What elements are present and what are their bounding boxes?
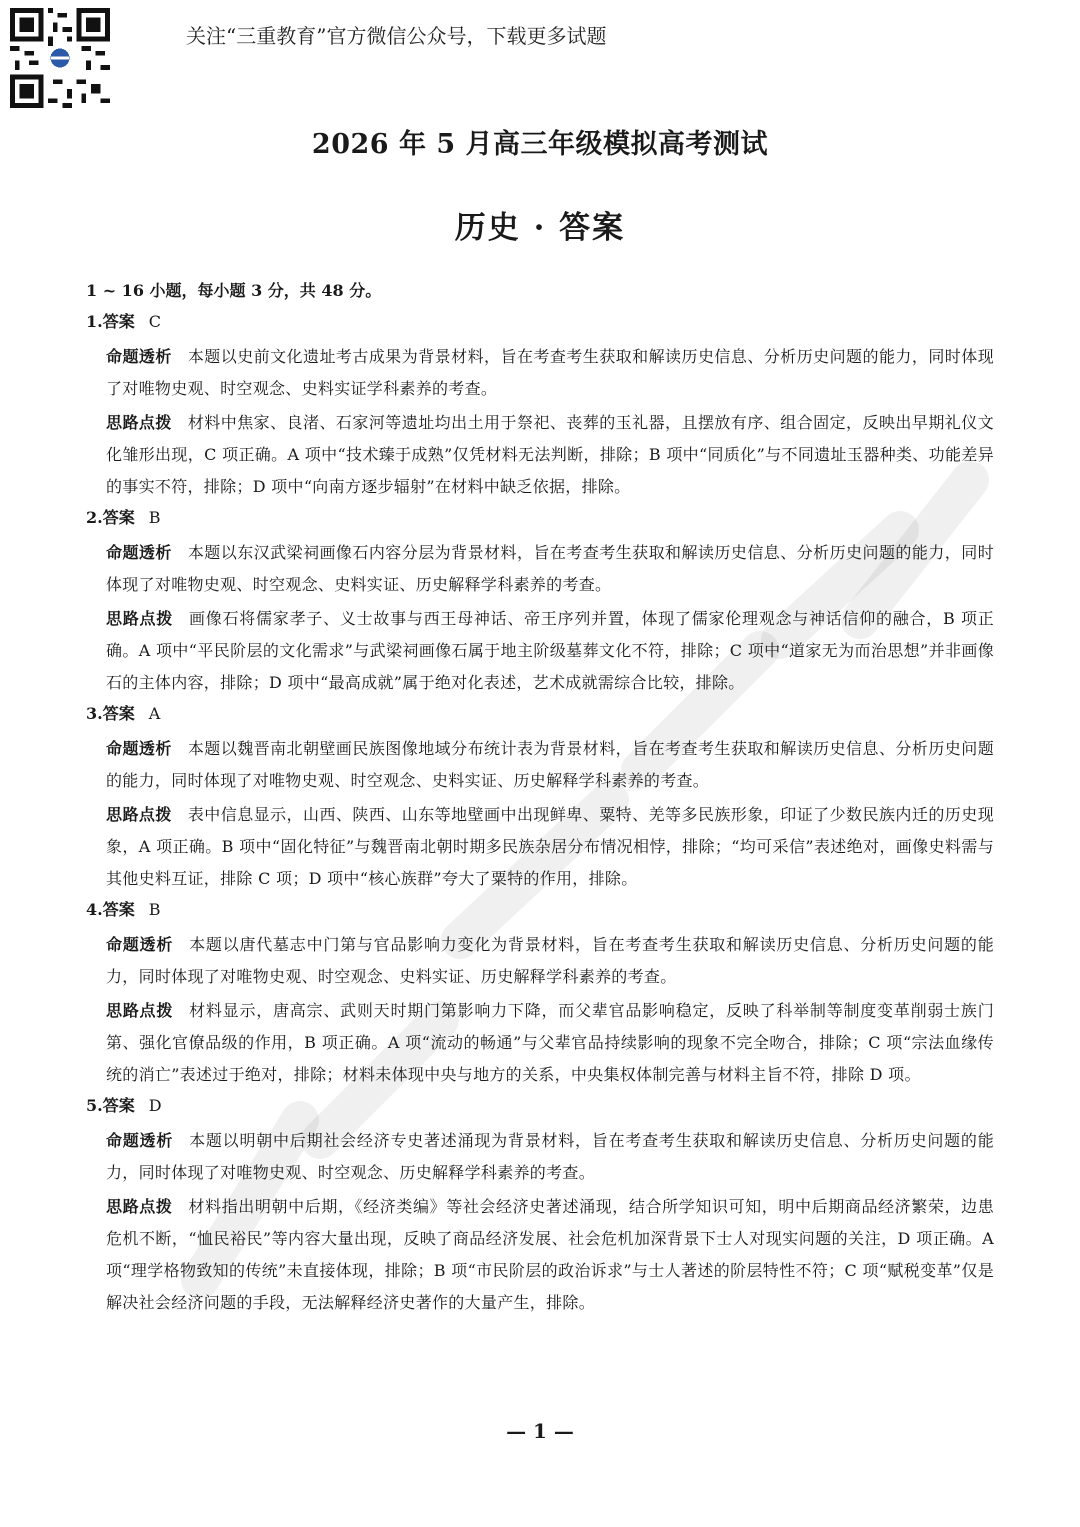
- approach-label: 思路点拨: [106, 1197, 173, 1216]
- approach-label: 思路点拨: [106, 805, 172, 824]
- answer-value: B: [148, 508, 161, 527]
- answer-label: 答案: [102, 312, 135, 331]
- analysis-text: 本题以唐代墓志中门第与官品影响力变化为背景材料，旨在考查考生获取和解读历史信息、分析历史问题的能力，同时体现了对唯物史观、时空观念、史料实证、历史解释学科素养的考查。: [106, 935, 995, 986]
- answer-value: B: [148, 900, 161, 919]
- question-number: 3.: [86, 704, 103, 723]
- question-item: [86, 899, 994, 1091]
- question-number: 1.: [86, 312, 103, 331]
- analysis-paragraph: [106, 537, 994, 601]
- approach-paragraph: [106, 1191, 994, 1319]
- question-item: [86, 507, 994, 699]
- approach-label: 思路点拨: [106, 413, 172, 432]
- answer-value: C: [148, 312, 161, 331]
- question-item: [86, 703, 994, 895]
- approach-paragraph: [106, 995, 994, 1091]
- analysis-paragraph: [106, 733, 994, 797]
- question-header: [86, 899, 994, 921]
- analysis-text: 本题以魏晋南北朝壁画民族图像地域分布统计表为背景材料，旨在考查考生获取和解读历史信息、分析历史问题的能力，同时体现了对唯物史观、时空观念、史料实证、历史解释学科素养的考查。: [106, 739, 995, 790]
- approach-text: 材料指出明朝中后期，《经济类编》等社会经济史著述涌现，结合所学知识可知，明中后期商品经济繁荣，边患危机不断，“恤民裕民”等内容大量出现，反映了商品经济发展、社会危机加深背景下士人对现实问题的关注，D 项正确。A 项“理学格物致知的传统”未直接体现，排除；B 项“市民阶层的政治诉求”与士人著述的阶层特性不符；C 项“赋税变革”仅是解决社会经济问题的手段，无法解释经济史著作的大量产生，排除。: [106, 1197, 995, 1312]
- answer-label: 答案: [102, 1096, 135, 1115]
- answer-label: 答案: [102, 900, 135, 919]
- analysis-paragraph: [106, 341, 994, 405]
- answer-label: 答案: [102, 508, 135, 527]
- question-header: [86, 311, 994, 333]
- qr-code-icon: [8, 8, 112, 108]
- question-number: 2.: [86, 508, 103, 527]
- approach-text: 材料中焦家、良渚、石家河等遗址均出土用于祭祀、丧葬的玉礼器，且摆放有序、组合固定，反映出早期礼仪文化雏形出现，C 项正确。A 项中“技术臻于成熟”仅凭材料无法判断，排除；B 项中“同质化”与不同遗址玉器种类、功能差异的事实不符，排除；D 项中“向南方逐步辐射”在材料中缺乏依据，排除。: [106, 413, 995, 496]
- analysis-text: 本题以史前文化遗址考古成果为背景材料，旨在考查考生获取和解读历史信息、分析历史问题的能力，同时体现了对唯物史观、时空观念、史料实证学科素养的考查。: [106, 347, 995, 398]
- question-header: [86, 507, 994, 529]
- analysis-label: 命题透析: [106, 935, 174, 954]
- page-title: 2026 年 5 月高三年级模拟高考测试: [311, 129, 769, 160]
- approach-paragraph: [106, 407, 994, 503]
- approach-label: 思路点拨: [106, 1001, 174, 1020]
- question-number: 4.: [86, 900, 103, 919]
- question-header: [86, 1095, 994, 1117]
- analysis-label: 命题透析: [106, 543, 172, 562]
- question-header: [86, 703, 994, 725]
- question-item: [86, 1095, 994, 1319]
- section-intro: 1 ~ 16 小题，每小题 3 分，共 48 分。: [86, 281, 382, 300]
- question-number: 5.: [86, 1096, 103, 1115]
- page-subtitle: 历史 · 答案: [454, 210, 626, 246]
- analysis-text: 本题以明朝中后期社会经济专史著述涌现为背景材料，旨在考查考生获取和解读历史信息、分析历史问题的能力，同时体现了对唯物史观、时空观念、历史解释学科素养的考查。: [106, 1131, 995, 1182]
- answer-content: [86, 280, 994, 1323]
- analysis-label: 命题透析: [106, 739, 172, 758]
- analysis-paragraph: [106, 1125, 994, 1189]
- analysis-label: 命题透析: [106, 1131, 174, 1150]
- analysis-text: 本题以东汉武梁祠画像石内容分层为背景材料，旨在考查考生获取和解读历史信息、分析历史问题的能力，同时体现了对唯物史观、时空观念、史料实证、历史解释学科素养的考查。: [106, 543, 995, 594]
- analysis-paragraph: [106, 929, 994, 993]
- answer-value: A: [148, 704, 161, 723]
- approach-paragraph: [106, 799, 994, 895]
- answer-label: 答案: [102, 704, 135, 723]
- header-note: 关注“三重教育”官方微信公众号，下载更多试题: [186, 24, 607, 48]
- page-number: — 1 —: [506, 1419, 574, 1443]
- analysis-label: 命题透析: [106, 347, 172, 366]
- answer-value: D: [148, 1096, 162, 1115]
- approach-label: 思路点拨: [106, 609, 174, 628]
- approach-paragraph: [106, 603, 994, 699]
- approach-text: 材料显示，唐高宗、武则天时期门第影响力下降，而父辈官品影响稳定，反映了科举制等制度变革削弱士族门第、强化官僚品级的作用，B 项正确。A 项“流动的畅通”与父辈官品持续影响的现象不完全吻合，排除；C 项“宗法血缘传统的消亡”表述过于绝对，排除；材料未体现中央与地方的关系，中央集权体制完善与材料主旨不符，排除 D 项。: [106, 1001, 995, 1084]
- approach-text: 画像石将儒家孝子、义士故事与西王母神话、帝王序列并置，体现了儒家伦理观念与神话信仰的融合，B 项正确。A 项中“平民阶层的文化需求”与武梁祠画像石属于地主阶级墓葬文化不符，排除；C 项中“道家无为而治思想”并非画像石的主体内容，排除；D 项中“最高成就”属于绝对化表述，艺术成就需综合比较，排除。: [106, 609, 995, 692]
- approach-text: 表中信息显示，山西、陕西、山东等地壁画中出现鲜卑、粟特、羌等多民族形象，印证了少数民族内迁的历史现象，A 项正确。B 项中“固化特征”与魏晋南北朝时期多民族杂居分布情况相悖，排除；“均可采信”表述绝对，画像史料需与其他史料互证，排除 C 项；D 项中“核心族群”夸大了粟特的作用，排除。: [106, 805, 995, 888]
- question-item: [86, 311, 994, 503]
